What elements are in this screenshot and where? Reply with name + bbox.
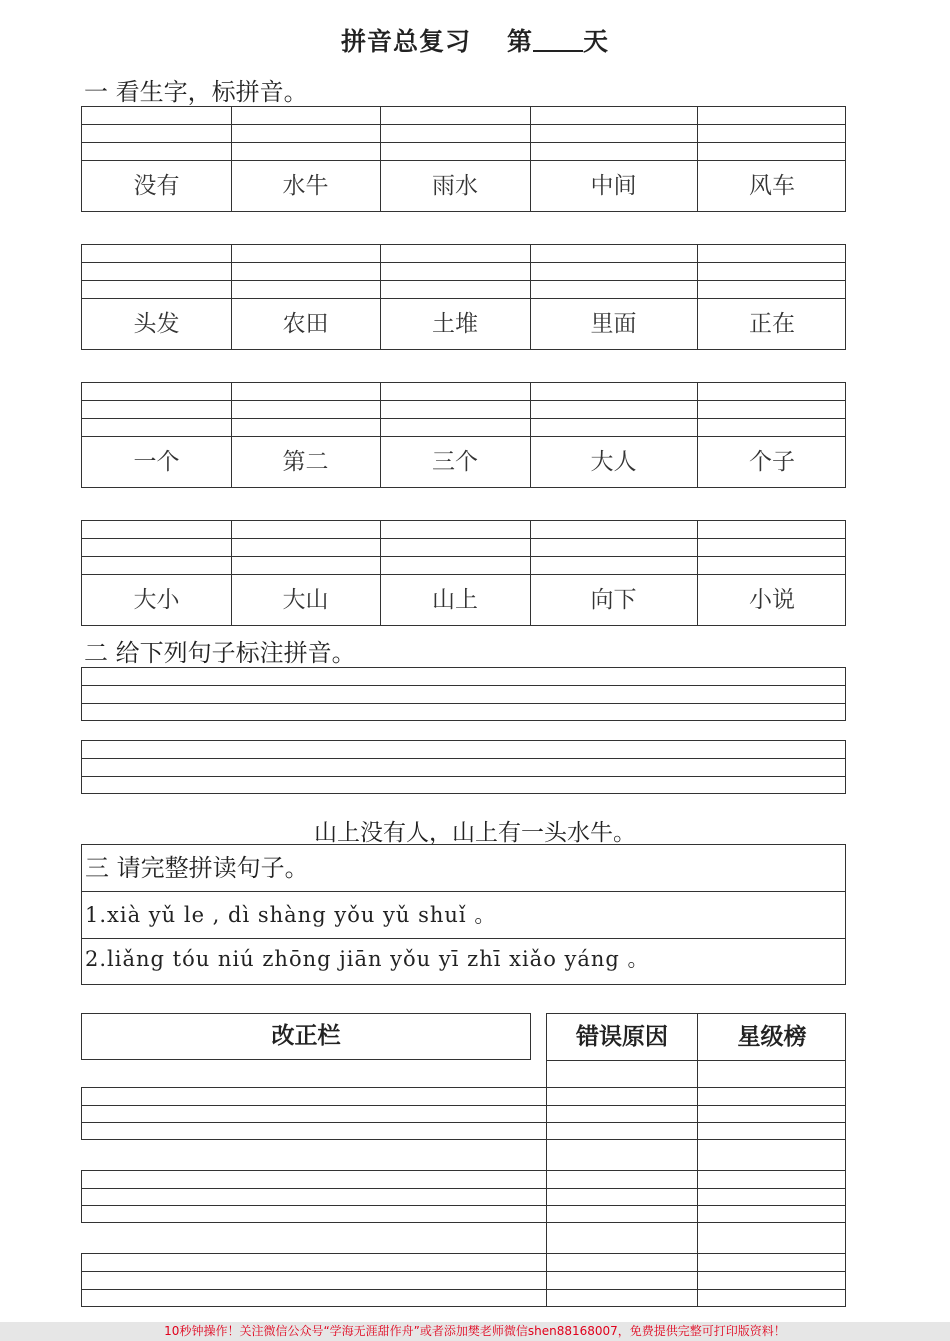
word-cell: 一个 (133, 449, 180, 475)
section3-box (81, 844, 846, 985)
word-cell: 里面 (590, 311, 637, 337)
section3-heading: 三 请完整拼读句子。 (82, 845, 845, 892)
star-rating-header: 星级榜 (737, 1024, 807, 1050)
word-cell: 山上 (432, 587, 478, 613)
word-cell: 第二 (282, 449, 329, 475)
word-cell: 农田 (282, 311, 329, 337)
title-main: 拼音总复习 (340, 27, 471, 56)
footer-banner: 10秒钟操作！关注微信公众号“学海无涯甜作舟”或者添加樊老师微信shen88168007，免费提供完整可打印版资料！ (0, 1322, 950, 1341)
error-reason-header: 错误原因 (576, 1024, 668, 1050)
section2-heading: 二 给下列句子标注拼音。 (84, 639, 356, 667)
word-cell: 头发 (133, 311, 180, 337)
word-cell: 土堆 (432, 311, 478, 337)
word-cell: 没有 (133, 173, 180, 199)
word-grid-2[interactable] (81, 244, 846, 350)
error-star-table (546, 1013, 846, 1307)
word-cell: 三个 (432, 449, 478, 475)
word-grid-3[interactable] (81, 382, 846, 488)
word-cell: 雨水 (432, 173, 478, 199)
correction-title: 改正栏 (81, 1013, 531, 1060)
word-cell: 大山 (282, 587, 329, 613)
word-cell: 个子 (749, 449, 795, 475)
title-day-suffix: 天 (583, 27, 610, 56)
pinyin-writing-lines-1[interactable] (81, 667, 846, 721)
word-cell: 大小 (133, 587, 180, 613)
word-cell: 风车 (749, 173, 795, 199)
section1-heading: 一 看生字，标拼音。 (84, 78, 308, 106)
pinyin-writing-lines-2[interactable] (81, 740, 846, 794)
word-cell: 小说 (749, 587, 795, 613)
word-cell: 正在 (749, 311, 795, 337)
word-grid-1[interactable] (81, 106, 846, 212)
section2-sentence: 山上没有人，山上有一头水牛。 (314, 820, 636, 846)
pinyin-line-2: 2.liǎng tóu niú zhōng jiān yǒu yī zhī xiǎo yáng 。 (85, 947, 650, 971)
word-grid-4[interactable] (81, 520, 846, 626)
pinyin-line-1: 1.xià yǔ le , dì shàng yǒu yǔ shuǐ 。 (82, 892, 845, 939)
word-cell: 中间 (590, 173, 637, 199)
title-day-prefix: 第 (506, 27, 533, 56)
word-cell: 向下 (590, 587, 637, 613)
word-cell: 水牛 (282, 173, 329, 199)
day-blank[interactable] (533, 28, 583, 52)
page-title (0, 22, 950, 58)
word-cell: 大人 (590, 449, 637, 475)
